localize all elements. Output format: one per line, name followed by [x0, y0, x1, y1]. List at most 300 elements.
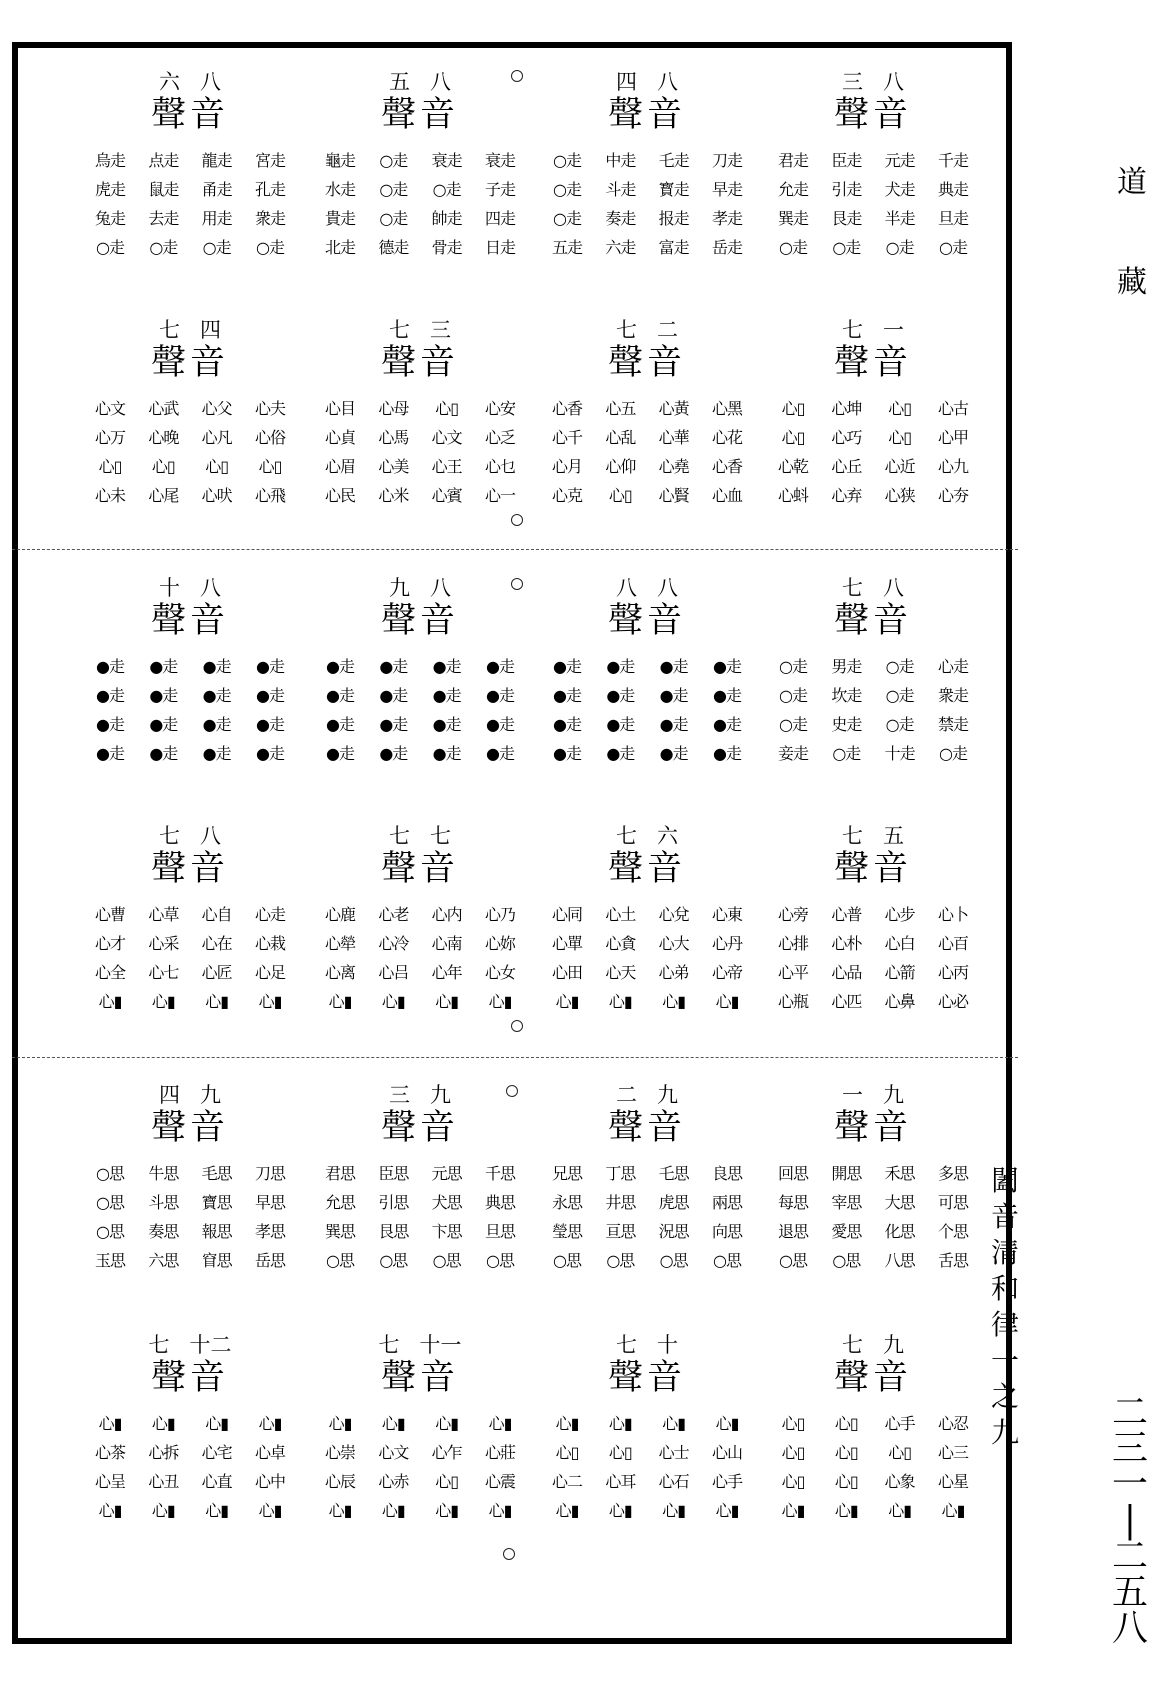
char-row [85, 652, 295, 681]
char-row [315, 1188, 525, 1217]
char-cell: 心匹 [831, 992, 862, 1011]
char-cell: 心▮ [662, 1501, 686, 1520]
block-label: 聲音 [833, 1108, 912, 1148]
char-cell: ●走 [713, 686, 741, 705]
char-row [315, 987, 525, 1016]
char-cell: 心▮ [834, 1501, 858, 1520]
block-numbers [808, 824, 938, 848]
char-row [768, 1496, 978, 1525]
char-row [542, 739, 752, 768]
block-number: 十二 [189, 1333, 232, 1357]
char-cell: 心赤 [378, 1472, 409, 1491]
char-cell: 奏思 [148, 1222, 179, 1241]
char-cell: 心草 [148, 905, 179, 924]
char-grid [85, 652, 295, 768]
char-cell: 君走 [777, 151, 808, 170]
char-cell: 宮走 [254, 151, 285, 170]
block-label: 聲音 [150, 343, 229, 383]
char-cell: 心花 [711, 428, 742, 447]
char-cell: 心大 [658, 934, 689, 953]
circle-mark [511, 514, 523, 526]
char-row [542, 900, 752, 929]
char-grid [768, 1409, 978, 1525]
char-cell: 乇走 [658, 151, 689, 170]
char-cell: 心丘 [831, 457, 862, 476]
char-cell: ●走 [379, 744, 408, 763]
char-cell: ●走 [96, 715, 124, 734]
char-cell: 玉思 [94, 1251, 125, 1270]
char-cell: 心堯 [658, 457, 689, 476]
char-cell: 窅思 [201, 1251, 232, 1270]
circle-mark [503, 1548, 515, 1560]
char-cell: ○走 [553, 151, 581, 170]
block-numbers [125, 1333, 255, 1357]
page-number-char: 一 [1111, 1464, 1148, 1505]
char-row [315, 175, 525, 204]
char-cell: 心排 [777, 934, 808, 953]
char-grid [768, 146, 978, 262]
char-cell: 点走 [148, 151, 179, 170]
char-cell: 心克 [551, 486, 582, 505]
block-number: 四 [616, 70, 637, 94]
char-cell: 衰走 [484, 151, 515, 170]
char-cell: ○走 [379, 209, 408, 228]
char-cell: 五走 [551, 238, 582, 257]
block-number: 八 [657, 576, 678, 600]
char-cell: ○走 [832, 744, 861, 763]
block-number: 八 [200, 70, 221, 94]
char-cell: 心華 [658, 428, 689, 447]
char-cell: 心米 [378, 486, 409, 505]
char-grid [85, 1159, 295, 1275]
char-cell: 心乃 [484, 905, 515, 924]
char-cell: 心▯ [781, 428, 805, 447]
char-cell: 心女 [484, 963, 515, 982]
block-numbers [355, 318, 485, 342]
char-row [315, 204, 525, 233]
char-cell: 心▮ [98, 1414, 122, 1433]
char-cell: 岳走 [711, 238, 742, 257]
char-cell: 犬思 [431, 1193, 462, 1212]
char-cell: ○走 [885, 686, 914, 705]
sound-block [315, 1063, 525, 1303]
char-row [542, 1188, 752, 1217]
char-cell: 宰思 [831, 1193, 862, 1212]
block-number: 二 [616, 1083, 637, 1107]
char-cell: ○走 [885, 238, 914, 257]
char-row [768, 452, 978, 481]
char-cell: 心▯ [435, 1472, 459, 1491]
char-row [315, 1409, 525, 1438]
char-cell: 龜走 [324, 151, 355, 170]
char-cell: 臣思 [378, 1164, 409, 1183]
block-heading [582, 1333, 712, 1399]
block-number: 十 [657, 1333, 678, 1357]
char-cell: 心蚪 [777, 486, 808, 505]
char-cell: 心辰 [324, 1472, 355, 1491]
block-heading [582, 70, 712, 136]
char-cell: 心▮ [435, 1414, 459, 1433]
char-row [768, 987, 978, 1016]
char-cell: 允思 [324, 1193, 355, 1212]
block-heading [582, 1083, 712, 1149]
char-cell: 德走 [378, 238, 409, 257]
char-row [85, 423, 295, 452]
char-row [542, 1467, 752, 1496]
char-cell: 心▮ [328, 1501, 352, 1520]
char-cell: 心香 [551, 399, 582, 418]
char-cell: 心呈 [94, 1472, 125, 1491]
char-cell: 心宅 [201, 1443, 232, 1462]
char-cell: 心晚 [148, 428, 179, 447]
char-cell: 心石 [658, 1472, 689, 1491]
char-cell: 心血 [711, 486, 742, 505]
block-label: 聲音 [833, 343, 912, 383]
char-row [85, 987, 295, 1016]
block-number: 十 [159, 576, 180, 600]
title-char: 闔 [990, 1164, 1019, 1197]
block-numbers [125, 576, 255, 600]
char-cell: 心甲 [937, 428, 968, 447]
char-cell: 心▮ [488, 1501, 512, 1520]
char-cell: 卞思 [431, 1222, 462, 1241]
char-cell: 心黑 [711, 399, 742, 418]
block-numbers [355, 576, 485, 600]
char-cell: 心▮ [205, 1501, 229, 1520]
char-cell: 心莊 [484, 1443, 515, 1462]
char-cell: 井思 [605, 1193, 636, 1212]
block-heading [355, 70, 485, 136]
block-label: 聲音 [607, 1358, 686, 1398]
char-cell: 艮思 [378, 1222, 409, 1241]
collection-label [1115, 165, 1149, 301]
char-cell: ●走 [659, 744, 688, 763]
sound-block [85, 556, 295, 796]
char-cell: ○走 [553, 209, 581, 228]
char-cell: 可思 [937, 1193, 968, 1212]
section-title [985, 1163, 1025, 1451]
title-char: 音 [990, 1200, 1019, 1233]
char-cell: 心▮ [258, 1501, 282, 1520]
char-cell: 心栽 [254, 934, 285, 953]
block-label: 聲音 [833, 849, 912, 889]
char-cell: 心二 [551, 1472, 582, 1491]
char-cell: 心▮ [258, 1414, 282, 1433]
char-cell: ●走 [659, 657, 688, 676]
char-cell: 元思 [431, 1164, 462, 1183]
char-cell: 心一 [484, 486, 515, 505]
char-cell: 心▮ [381, 992, 405, 1011]
char-cell: ●走 [606, 686, 635, 705]
char-cell: ●走 [256, 744, 284, 763]
char-cell: 心田 [551, 963, 582, 982]
char-cell: ○走 [779, 238, 807, 257]
block-label: 聲音 [607, 849, 686, 889]
block-numbers [125, 824, 255, 848]
char-row [85, 958, 295, 987]
char-row [85, 1188, 295, 1217]
block-heading [808, 70, 938, 136]
char-cell: 六走 [605, 238, 636, 257]
char-cell: ●走 [713, 744, 741, 763]
char-row [768, 233, 978, 262]
block-numbers [355, 824, 485, 848]
char-cell: ●走 [486, 657, 514, 676]
char-cell: 心貪 [605, 934, 636, 953]
char-cell: 心妳 [484, 934, 515, 953]
block-heading [582, 824, 712, 890]
sound-block [315, 298, 525, 538]
block-label: 聲音 [380, 343, 459, 383]
char-cell: 心▮ [715, 992, 739, 1011]
circle-mark [511, 70, 523, 82]
char-cell: ●走 [606, 715, 635, 734]
char-cell: 水走 [324, 180, 355, 199]
char-cell: 巽思 [324, 1222, 355, 1241]
char-cell: 心夫 [254, 399, 285, 418]
block-number: 四 [200, 318, 221, 342]
char-cell: 心丙 [937, 963, 968, 982]
char-cell: ○走 [553, 180, 581, 199]
char-cell: 龍走 [201, 151, 232, 170]
char-cell: 心▮ [435, 992, 459, 1011]
char-cell: 況思 [658, 1222, 689, 1241]
block-numbers [808, 70, 938, 94]
char-cell: 斗思 [148, 1193, 179, 1212]
page-number-char: 三 [1111, 1428, 1148, 1469]
char-cell: 心▮ [205, 992, 229, 1011]
char-cell: 心▯ [608, 486, 632, 505]
block-numbers [125, 1083, 255, 1107]
block-number: 七 [842, 824, 863, 848]
char-cell: 心狭 [884, 486, 915, 505]
sound-block [85, 1063, 295, 1303]
char-cell: 心弃 [831, 486, 862, 505]
char-cell: 心走 [937, 657, 968, 676]
char-cell: ●走 [256, 715, 284, 734]
char-row [768, 394, 978, 423]
char-row [85, 452, 295, 481]
sound-block [768, 1063, 978, 1303]
char-cell: 心▯ [781, 1443, 805, 1462]
char-cell: 心士 [658, 1443, 689, 1462]
char-row [768, 958, 978, 987]
title-char: 和 [990, 1272, 1019, 1305]
char-cell: 心鼻 [884, 992, 915, 1011]
block-numbers [808, 1333, 938, 1357]
page-number-char: 五 [1111, 1572, 1148, 1613]
char-grid [768, 394, 978, 510]
char-cell: 心▮ [715, 1501, 739, 1520]
char-cell: 心眉 [324, 457, 355, 476]
char-row [768, 175, 978, 204]
block-number: 八 [657, 70, 678, 94]
char-cell: 去走 [148, 209, 179, 228]
char-cell: 心▮ [151, 992, 175, 1011]
char-cell: 早思 [254, 1193, 285, 1212]
char-cell: ○走 [149, 238, 178, 257]
char-cell: 心單 [551, 934, 582, 953]
char-row [315, 929, 525, 958]
block-label: 聲音 [380, 1108, 459, 1148]
char-cell: 心卜 [937, 905, 968, 924]
char-cell: ○走 [96, 238, 124, 257]
char-cell: 富走 [658, 238, 689, 257]
block-numbers [355, 1083, 485, 1107]
char-cell: 旦思 [484, 1222, 515, 1241]
block-numbers [355, 70, 485, 94]
char-row [542, 452, 752, 481]
block-number: 一 [842, 1083, 863, 1107]
char-cell: ○走 [779, 657, 807, 676]
char-cell: ●走 [486, 715, 514, 734]
char-cell: ●走 [202, 744, 231, 763]
char-row [85, 681, 295, 710]
char-cell: 心▯ [608, 1443, 632, 1462]
block-number: 二 [657, 318, 678, 342]
char-cell: 斗走 [605, 180, 636, 199]
block-number: 七 [842, 576, 863, 600]
block-number: 九 [883, 1083, 904, 1107]
char-cell: 北走 [324, 238, 355, 257]
char-cell: ●走 [606, 744, 635, 763]
char-grid [542, 900, 752, 1016]
char-cell: 虎走 [94, 180, 125, 199]
char-cell: 心母 [378, 399, 409, 418]
sound-block [85, 298, 295, 538]
char-cell: 心▮ [435, 1501, 459, 1520]
char-cell: 八思 [884, 1251, 915, 1270]
char-row [315, 900, 525, 929]
block-label: 聲音 [150, 95, 229, 135]
char-cell: 丁思 [605, 1164, 636, 1183]
char-cell: 心箭 [884, 963, 915, 982]
char-cell: 衆走 [937, 686, 968, 705]
block-number: 三 [389, 1083, 410, 1107]
block-number: 九 [883, 1333, 904, 1357]
char-cell: ●走 [326, 744, 354, 763]
char-cell: ●走 [432, 657, 461, 676]
block-heading [125, 576, 255, 642]
char-cell: 心犖 [324, 934, 355, 953]
char-cell: 心星 [937, 1472, 968, 1491]
char-cell: 骨走 [431, 238, 462, 257]
char-cell: ○走 [832, 238, 861, 257]
char-cell: ●走 [553, 715, 581, 734]
sound-block [542, 298, 752, 538]
char-cell: 心足 [254, 963, 285, 982]
char-cell: 引走 [831, 180, 862, 199]
block-label: 聲音 [607, 95, 686, 135]
block-number: 八 [430, 576, 451, 600]
char-row [85, 1217, 295, 1246]
char-cell: 化思 [884, 1222, 915, 1241]
char-row [542, 652, 752, 681]
char-cell: 孝走 [711, 209, 742, 228]
block-number: 七 [430, 824, 451, 848]
char-cell: 心▮ [662, 1414, 686, 1433]
char-cell: 孔走 [254, 180, 285, 199]
block-number: 七 [842, 318, 863, 342]
char-cell: 每思 [777, 1193, 808, 1212]
char-grid [85, 394, 295, 510]
char-cell: 心帝 [711, 963, 742, 982]
char-cell: 千走 [937, 151, 968, 170]
char-cell: 心文 [378, 1443, 409, 1462]
block-heading [355, 318, 485, 384]
char-cell: 典走 [937, 180, 968, 199]
char-cell: ●走 [202, 686, 231, 705]
char-row [315, 681, 525, 710]
char-cell: 心美 [378, 457, 409, 476]
char-cell: 心▯ [258, 457, 282, 476]
sound-block [315, 804, 525, 1044]
char-row [315, 1467, 525, 1496]
char-cell: 心离 [324, 963, 355, 982]
page-number [1108, 1392, 1152, 1649]
char-cell: 心土 [605, 905, 636, 924]
char-row [768, 1217, 978, 1246]
block-number: 七 [148, 1333, 170, 1357]
char-cell: 千思 [484, 1164, 515, 1183]
char-cell: ●走 [149, 686, 178, 705]
block-label: 聲音 [380, 95, 459, 135]
char-cell: 心才 [94, 934, 125, 953]
block-number: 七 [616, 824, 637, 848]
page-number-char: 二 [1111, 1536, 1148, 1577]
char-cell: 向思 [711, 1222, 742, 1241]
char-cell: 乇思 [658, 1164, 689, 1183]
char-cell: 心▯ [781, 1414, 805, 1433]
char-cell: 报走 [658, 209, 689, 228]
char-cell: ○思 [779, 1251, 807, 1270]
char-cell: 四走 [484, 209, 515, 228]
block-numbers [808, 318, 938, 342]
char-cell: 心▮ [205, 1414, 229, 1433]
char-cell: ○走 [939, 744, 967, 763]
char-row [542, 1159, 752, 1188]
char-cell: 良思 [711, 1164, 742, 1183]
page-number-char: | [1123, 1500, 1137, 1541]
circle-mark [511, 1020, 523, 1032]
block-number: 七 [389, 318, 410, 342]
char-row [768, 423, 978, 452]
char-cell: 典思 [484, 1193, 515, 1212]
char-row [542, 394, 752, 423]
char-cell: 心自 [201, 905, 232, 924]
block-heading [355, 576, 485, 642]
sound-block [542, 556, 752, 796]
char-cell: 十走 [884, 744, 915, 763]
char-cell: 心卓 [254, 1443, 285, 1462]
char-row [85, 1438, 295, 1467]
char-cell: ●走 [432, 744, 461, 763]
char-row [85, 900, 295, 929]
char-row [85, 1467, 295, 1496]
char-cell: ●走 [149, 744, 178, 763]
char-row [768, 1159, 978, 1188]
block-number: 五 [883, 824, 904, 848]
char-cell: 衰走 [431, 151, 462, 170]
char-row [542, 1409, 752, 1438]
char-cell: ○思 [96, 1193, 124, 1212]
char-cell: 毛思 [201, 1164, 232, 1183]
block-label: 聲音 [833, 1358, 912, 1398]
char-cell: 心朴 [831, 934, 862, 953]
block-heading [808, 1083, 938, 1149]
char-cell: 心東 [711, 905, 742, 924]
collection-char: 道 [1117, 165, 1147, 200]
